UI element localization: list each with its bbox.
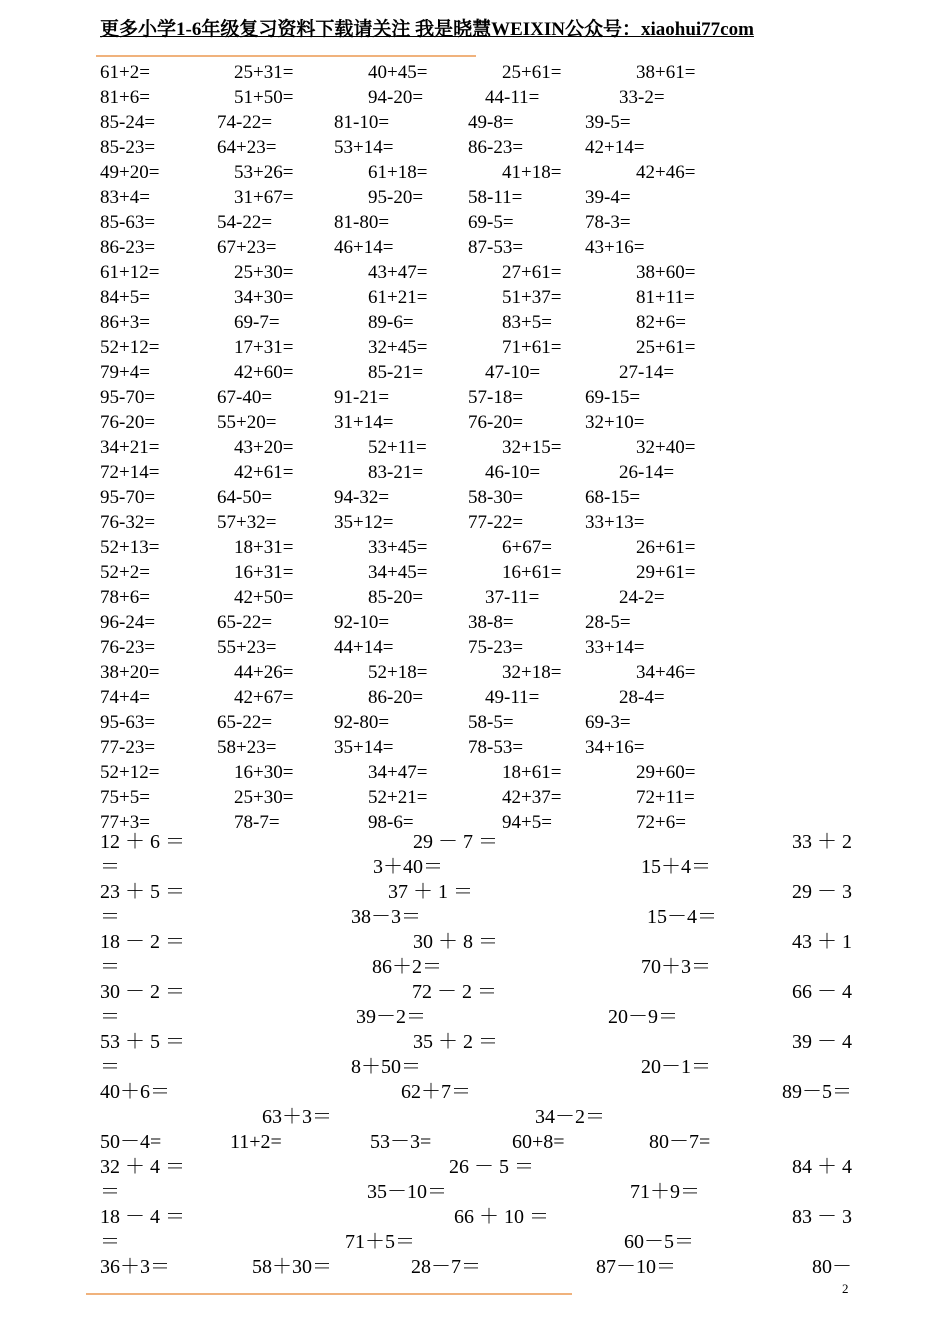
problem: 42+46= (636, 162, 696, 183)
problem-row (100, 660, 900, 685)
problem: 85-21= (368, 362, 424, 383)
problem: 29 － 3 (792, 881, 852, 903)
problem: 52+11= (368, 437, 427, 458)
problem: 33+13= (585, 512, 645, 533)
problem: 85-20= (368, 587, 424, 608)
problem: 32+45= (368, 337, 428, 358)
problem-row (100, 610, 900, 635)
problem-row (100, 930, 852, 955)
problem: 53 ＋ 5 ＝ (100, 1031, 185, 1053)
problem-row (100, 385, 900, 410)
problem: 50－4= (100, 1131, 162, 1153)
problem: 58-11= (468, 187, 523, 208)
problem: 37 ＋ 1 ＝ (388, 881, 473, 903)
problem: 86-20= (368, 687, 424, 708)
problem: 34－2＝ (535, 1106, 605, 1128)
problem: 86-23= (100, 237, 156, 258)
problem: 76-32= (100, 512, 156, 533)
problem-row (100, 560, 900, 585)
problem: 31+67= (234, 187, 294, 208)
problem: 66 － 4 (792, 981, 852, 1003)
problem: 95-63= (100, 712, 156, 733)
footer-divider (86, 1293, 572, 1295)
problem: 25+61= (636, 337, 696, 358)
problem: 24-2= (619, 587, 665, 608)
problem: 87-53= (468, 237, 524, 258)
problem-row (100, 410, 900, 435)
problem: 84 ＋ 4 (792, 1156, 852, 1178)
problem: ＝ (100, 1231, 120, 1253)
problem: 71＋5＝ (345, 1231, 415, 1253)
problem: 42+14= (585, 137, 645, 158)
problem: 38+60= (636, 262, 696, 283)
problem-row (100, 60, 900, 85)
problem: 23 ＋ 5 ＝ (100, 881, 185, 903)
problem: 12 ＋ 6 ＝ (100, 831, 185, 853)
problem: 83+5= (502, 312, 552, 333)
problem: 65-22= (217, 612, 273, 633)
problem: 30 － 2 ＝ (100, 981, 185, 1003)
problem: 31+14= (334, 412, 394, 433)
problem: 32 ＋ 4 ＝ (100, 1156, 185, 1178)
problem-row (100, 160, 900, 185)
problem: 49-8= (468, 112, 514, 133)
problem: 42+67= (234, 687, 294, 708)
problem: 81-80= (334, 212, 390, 233)
spaced-problems (100, 830, 852, 1280)
problem: 69-5= (468, 212, 514, 233)
problem: 86-23= (468, 137, 524, 158)
problem: 33+14= (585, 637, 645, 658)
problem: 40＋6＝ (100, 1081, 170, 1103)
problem: 92-10= (334, 612, 390, 633)
problem: 20－1＝ (641, 1056, 711, 1078)
problem: 18 － 2 ＝ (100, 931, 185, 953)
problem: 35－10＝ (367, 1181, 447, 1203)
problem: 8＋50＝ (351, 1056, 421, 1078)
problem-row (100, 510, 900, 535)
problem: ＝ (100, 1056, 120, 1078)
problem: 16+30= (234, 762, 294, 783)
problem: 35 ＋ 2 ＝ (413, 1031, 498, 1053)
problem: 71+61= (502, 337, 562, 358)
problem: ＝ (100, 856, 120, 878)
problem: 86＋2＝ (372, 956, 442, 978)
problem: 66 ＋ 10 ＝ (454, 1206, 549, 1228)
problem: 53－3= (370, 1131, 432, 1153)
page-header: 更多小学1-6年级复习资料下载请关注 我是晓慧WEIXIN公众号：xiaohui77com (100, 19, 754, 40)
problem-row (100, 635, 900, 660)
problem: ＝ (100, 1006, 120, 1028)
problem-row (100, 1255, 852, 1280)
problem: 18+31= (234, 537, 294, 558)
problem: 32+40= (636, 437, 696, 458)
problem: 52+12= (100, 337, 160, 358)
problem: 64+23= (217, 137, 277, 158)
problem: 78-3= (585, 212, 631, 233)
problem: 64-50= (217, 487, 273, 508)
problem: 29+61= (636, 562, 696, 583)
problem: 38+20= (100, 662, 160, 683)
problem: 37-11= (485, 587, 540, 608)
problem: 16+31= (234, 562, 294, 583)
problem: 53+26= (234, 162, 294, 183)
problem: 79+4= (100, 362, 150, 383)
problem: 34+46= (636, 662, 696, 683)
problem: 52+2= (100, 562, 150, 583)
problem: 39-5= (585, 112, 631, 133)
problem-row (100, 310, 900, 335)
problem-row (100, 185, 900, 210)
problem: 76-23= (100, 637, 156, 658)
problem: 57+32= (217, 512, 277, 533)
problem: 72+11= (636, 787, 695, 808)
problem: 80－7= (649, 1131, 711, 1153)
problem: 52+21= (368, 787, 428, 808)
problem: 17+31= (234, 337, 294, 358)
problem: 81+6= (100, 87, 150, 108)
problem: 72+14= (100, 462, 160, 483)
problem-row (100, 335, 900, 360)
problem: 63＋3＝ (262, 1106, 332, 1128)
problem: 28-5= (585, 612, 631, 633)
problem: 29 － 7 ＝ (413, 831, 498, 853)
problem: 67+23= (217, 237, 277, 258)
problem-row (100, 535, 900, 560)
problem-row (100, 1155, 852, 1180)
problem: 33+45= (368, 537, 428, 558)
problem: 27+61= (502, 262, 562, 283)
problem-row (100, 785, 900, 810)
problem: 30 ＋ 8 ＝ (413, 931, 498, 953)
problem: 43+16= (585, 237, 645, 258)
problem: 34+30= (234, 287, 294, 308)
problem: 94+5= (502, 812, 552, 833)
problem: 18+61= (502, 762, 562, 783)
problem: 43+47= (368, 262, 428, 283)
problem: 81-10= (334, 112, 390, 133)
arithmetic-grid (100, 60, 900, 835)
problem: 72 － 2 ＝ (412, 981, 497, 1003)
problem-row (100, 830, 852, 855)
problem: 60+8= (512, 1131, 565, 1153)
problem: 41+18= (502, 162, 562, 183)
problem: 52+18= (368, 662, 428, 683)
problem-row (100, 210, 900, 235)
problem: ＝ (100, 1181, 120, 1203)
problem: 35+14= (334, 737, 394, 758)
problem: 89-6= (368, 312, 414, 333)
problem: 43+20= (234, 437, 294, 458)
problem: 77-23= (100, 737, 156, 758)
problem: 52+13= (100, 537, 160, 558)
problem: 83-21= (368, 462, 424, 483)
problem: 34+16= (585, 737, 645, 758)
problem: 42+61= (234, 462, 294, 483)
problem-row (100, 235, 900, 260)
problem: 11+2= (230, 1131, 282, 1153)
problem: 6+67= (502, 537, 552, 558)
problem: 28-4= (619, 687, 665, 708)
problem: 84+5= (100, 287, 150, 308)
problem: 35+12= (334, 512, 394, 533)
problem: 52+12= (100, 762, 160, 783)
problem: 61+18= (368, 162, 428, 183)
problem: 78-53= (468, 737, 524, 758)
problem: 40+45= (368, 62, 428, 83)
problem: 69-3= (585, 712, 631, 733)
problem: 27-14= (619, 362, 675, 383)
problem: 94-32= (334, 487, 390, 508)
problem: 42+50= (234, 587, 294, 608)
problem: 91-21= (334, 387, 390, 408)
problem: 34+47= (368, 762, 428, 783)
problem: 81+11= (636, 287, 695, 308)
problem: 61+12= (100, 262, 160, 283)
problem: 34+21= (100, 437, 160, 458)
problem: 47-10= (485, 362, 541, 383)
problem: 61+21= (368, 287, 428, 308)
problem: 15＋4＝ (641, 856, 711, 878)
problem: 76-20= (468, 412, 524, 433)
problem: 46+14= (334, 237, 394, 258)
problem-row (100, 1080, 852, 1105)
problem-row (100, 85, 900, 110)
problem: 95-20= (368, 187, 424, 208)
problem: 26 － 5 ＝ (449, 1156, 534, 1178)
problem: 92-80= (334, 712, 390, 733)
problem: 78-7= (234, 812, 280, 833)
problem: 95-70= (100, 487, 156, 508)
problem-row (100, 1230, 852, 1255)
problem: 51+50= (234, 87, 294, 108)
problem: 32+10= (585, 412, 645, 433)
problem: 25+61= (502, 62, 562, 83)
problem: 49-11= (485, 687, 540, 708)
page-number: 2 (842, 1281, 849, 1296)
problem-row (100, 460, 900, 485)
problem-row (100, 135, 900, 160)
problem: 58-30= (468, 487, 524, 508)
problem: 39－2＝ (356, 1006, 426, 1028)
problem: 55+20= (217, 412, 277, 433)
problem: 58-5= (468, 712, 514, 733)
problem-row (100, 585, 900, 610)
problem: 85-63= (100, 212, 156, 233)
problem: 26+61= (636, 537, 696, 558)
problem: 70＋3＝ (641, 956, 711, 978)
problem: 29+60= (636, 762, 696, 783)
header-divider (96, 55, 476, 57)
problem: 25+31= (234, 62, 294, 83)
problem: 77+3= (100, 812, 150, 833)
problem: 74+4= (100, 687, 150, 708)
problem: 16+61= (502, 562, 562, 583)
problem: 85-23= (100, 137, 156, 158)
problem: 75+5= (100, 787, 150, 808)
problem: 65-22= (217, 712, 273, 733)
problem-row (100, 880, 852, 905)
problem-row (100, 735, 900, 760)
problem: 72+6= (636, 812, 686, 833)
problem: 98-6= (368, 812, 414, 833)
problem-row (100, 905, 852, 930)
problem-row (100, 485, 900, 510)
problem: 68-15= (585, 487, 641, 508)
problem: 36＋3＝ (100, 1256, 170, 1278)
problem: 49+20= (100, 162, 160, 183)
problem: 33 ＋ 2 (792, 831, 852, 853)
problem: 61+2= (100, 62, 150, 83)
problem-row (100, 710, 900, 735)
problem: 77-22= (468, 512, 524, 533)
problem-row (100, 260, 900, 285)
problem-row (100, 435, 900, 460)
problem: 44+14= (334, 637, 394, 658)
problem-row (100, 1030, 852, 1055)
problem: 78+6= (100, 587, 150, 608)
problem: 46-10= (485, 462, 541, 483)
problem: 43 ＋ 1 (792, 931, 852, 953)
problem: 67-40= (217, 387, 273, 408)
problem-row (100, 1205, 852, 1230)
problem: 87－10＝ (596, 1256, 676, 1278)
problem: 85-24= (100, 112, 156, 133)
problem: 53+14= (334, 137, 394, 158)
problem-row (100, 1005, 852, 1030)
problem: 76-20= (100, 412, 156, 433)
problem: 82+6= (636, 312, 686, 333)
problem-row (100, 855, 852, 880)
problem: 26-14= (619, 462, 675, 483)
problem: ＝ (100, 956, 120, 978)
problem: 44-11= (485, 87, 540, 108)
problem: 83 － 3 (792, 1206, 852, 1228)
problem: 94-20= (368, 87, 424, 108)
problem: 25+30= (234, 262, 294, 283)
problem: 42+60= (234, 362, 294, 383)
problem: 74-22= (217, 112, 273, 133)
problem: 32+15= (502, 437, 562, 458)
problem: 95-70= (100, 387, 156, 408)
problem: 33-2= (619, 87, 665, 108)
problem-row (100, 1105, 852, 1130)
problem: ＝ (100, 906, 120, 928)
problem: 55+23= (217, 637, 277, 658)
problem-row (100, 955, 852, 980)
problem: 39-4= (585, 187, 631, 208)
problem-row (100, 760, 900, 785)
problem: 20－9＝ (608, 1006, 678, 1028)
problem-row (100, 285, 900, 310)
problem: 57-18= (468, 387, 524, 408)
problem-row (100, 685, 900, 710)
problem: 58+23= (217, 737, 277, 758)
problem: 96-24= (100, 612, 156, 633)
problem: 38-8= (468, 612, 514, 633)
problem-row (100, 110, 900, 135)
problem: 62＋7＝ (401, 1081, 471, 1103)
problem: 42+37= (502, 787, 562, 808)
problem: 89－5＝ (782, 1081, 852, 1103)
problem: 44+26= (234, 662, 294, 683)
problem: 28－7＝ (411, 1256, 481, 1278)
problem: 71＋9＝ (630, 1181, 700, 1203)
problem: 38－3＝ (351, 906, 421, 928)
problem: 60－5＝ (624, 1231, 694, 1253)
problem: 80－ (812, 1256, 852, 1278)
problem: 69-7= (234, 312, 280, 333)
problem: 69-15= (585, 387, 641, 408)
problem: 83+4= (100, 187, 150, 208)
problem: 3＋40＝ (373, 856, 443, 878)
problem: 34+45= (368, 562, 428, 583)
problem: 15－4＝ (647, 906, 717, 928)
problem: 58＋30＝ (252, 1256, 332, 1278)
problem: 51+37= (502, 287, 562, 308)
problem: 54-22= (217, 212, 273, 233)
problem: 25+30= (234, 787, 294, 808)
problem: 86+3= (100, 312, 150, 333)
problem: 39 － 4 (792, 1031, 852, 1053)
problem-row (100, 1055, 852, 1080)
problem-row (100, 360, 900, 385)
problem: 75-23= (468, 637, 524, 658)
problem-row (100, 980, 852, 1005)
problem: 38+61= (636, 62, 696, 83)
problem-row (100, 1130, 852, 1155)
problem: 32+18= (502, 662, 562, 683)
problem: 18 － 4 ＝ (100, 1206, 185, 1228)
problem-row (100, 1180, 852, 1205)
